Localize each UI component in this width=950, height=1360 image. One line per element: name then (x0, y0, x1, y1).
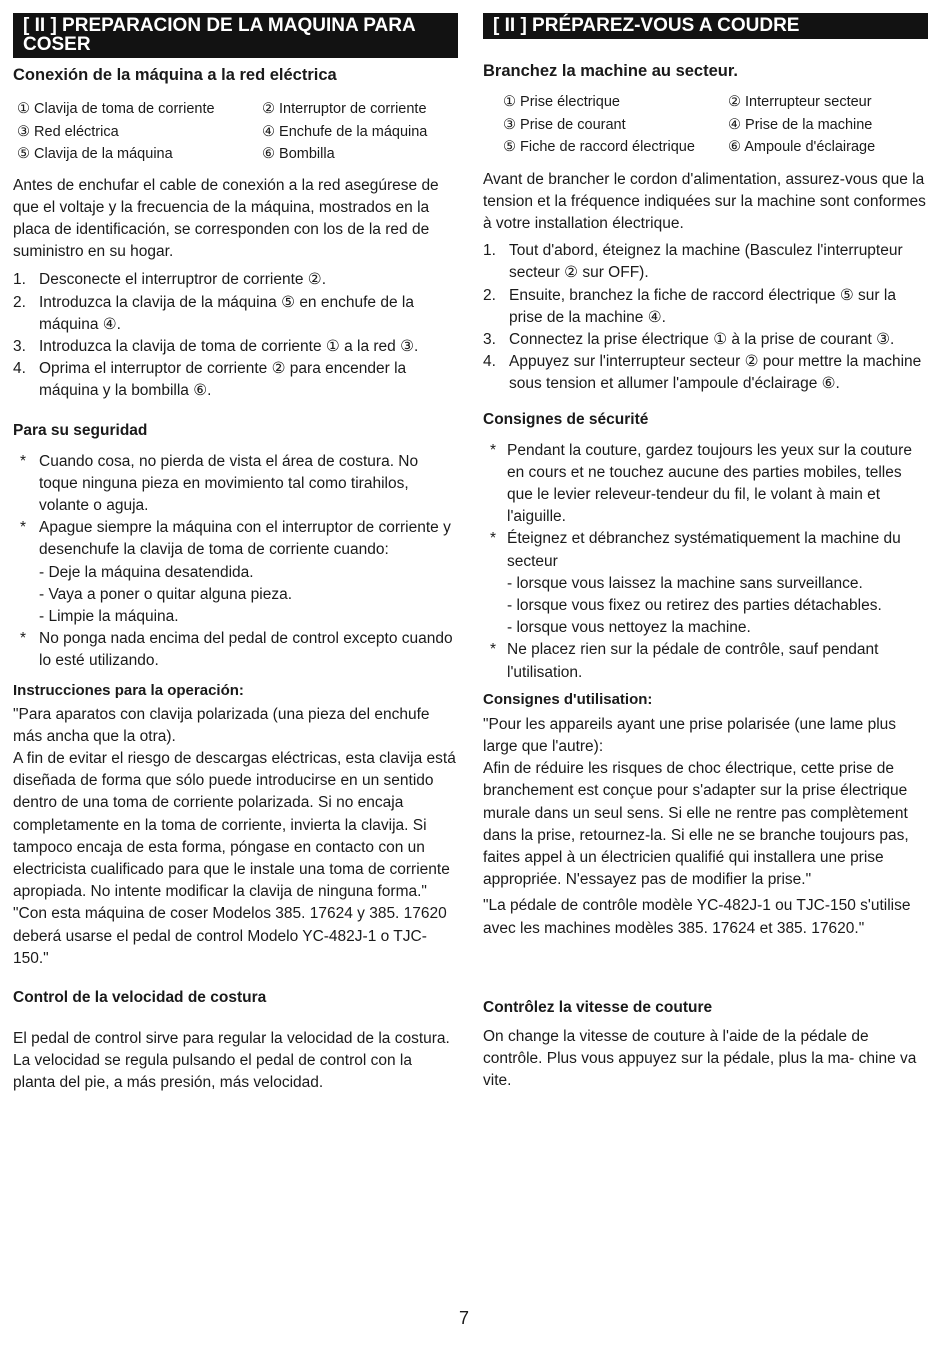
part-label: ④ Prise de la machine (728, 116, 873, 133)
safety-subitems-es (39, 562, 458, 629)
step-item: 1. Desconecte el interruptror de corriente ②. (13, 271, 326, 289)
speed-heading-es: Control de la velocidad de costura (13, 989, 267, 1006)
operation-paragraph: "Pour les appareils ayant une prise polarisée (une lame plus large que l'autre): (483, 715, 897, 755)
operation-heading-es: Instrucciones para la operación: (13, 681, 244, 699)
part-label: ② Interrupteur secteur (728, 94, 872, 110)
safety-heading-es: Para su seguridad (13, 421, 148, 439)
parts-legend-fr (483, 91, 928, 159)
operation-paragraph: Afin de réduire les risques de choc électrique, cette prise de branchement est conçue pour s'adapter sur la prise électrique murale dans un seul sens. Si elle ne rentre pas complètement dans la prise, retournez-la. Si elle ne se branche toujours pas, faites appel à un électricien qualifié qui installera une prise appropriée. N'essayez pas de modifier la prise." (483, 760, 909, 889)
speed-heading-fr: Contrôlez la vitesse de couture (483, 998, 713, 1016)
connection-intro-es: Antes de enchufar el cable de conexión a la red asegúrese de que el voltaje y la frecuencia de la máquina, mostrados en la placa de identificación, se corresponden con los de la red de suministro en su hogar. (13, 176, 439, 261)
step-item: 1. Tout d'abord, éteignez la machine (Basculez l'interrupteur secteur ② sur OFF). (483, 242, 903, 282)
part-label: ⑥ Bombilla (262, 146, 335, 162)
safety-heading-fr: Consignes de sécurité (483, 410, 649, 428)
part-label: ③ Prise de courant (503, 116, 626, 133)
safety-list-fr (483, 440, 928, 684)
part-label: ⑥ Ampoule d'éclairage (728, 139, 876, 155)
parts-legend-es (13, 98, 458, 166)
operation-heading-fr: Consignes d'utilisation: (483, 690, 653, 708)
part-label: ③ Red eléctrica (17, 123, 119, 140)
step-item: 2. Introduzca la clavija de la máquina ⑤ en enchufe de la máquina ④. (13, 293, 414, 333)
connection-intro-fr: Avant de brancher le cordon d'alimentation, assurez-vous que la tension et la fréquence indiquées sur la machine sont conformes à votre installation électrique. (483, 170, 926, 232)
step-item: 4. Appuyez sur l'interrupteur secteur ② pour mettre la machine sous tension et allumer l'ampoule d'éclairage ⑥. (483, 353, 922, 393)
step-item: 2. Ensuite, branchez la fiche de raccord électrique ⑤ sur la prise de la machine ④. (483, 286, 896, 326)
spanish-column (13, 13, 458, 1095)
safety-list-es (13, 451, 458, 673)
list-item: - Deje la máquina desatendida. (39, 563, 254, 581)
safety-subitems-fr (507, 573, 928, 640)
operation-paragraph: "Para aparatos con clavija polarizada (una pieza del enchufe más ancha que la otra). (13, 705, 430, 745)
section-banner-fr: [ II ] PRÉPAREZ-VOUS A COUDRE (483, 13, 928, 39)
list-item: * Ne placez rien sur la pédale de contrôle, sauf pendant l'utilisation. (490, 641, 879, 681)
list-item: - lorsque vous nettoyez la machine. (507, 619, 751, 637)
connection-heading-es: Conexión de la máquina a la red eléctrica (13, 66, 337, 84)
speed-text-fr: On change la vitesse de couture à l'aide de la pédale de contrôle. Plus vous appuyez sur la pédale, plus la ma- chine va vite. (483, 1027, 917, 1090)
operation-paragraph: "Con esta máquina de coser Modelos 385. 17624 y 385. 17620 deberá usarse el pedal de control Modelo YC-482J-1 o TJC-150." (13, 905, 447, 967)
operation-paragraph: "La pédale de contrôle modèle YC-482J-1 ou TJC-150 s'utilise avec les machines modèles 385. 17624 et 385. 17620." (483, 897, 911, 937)
operation-paragraph: A fin de evitar el riesgo de descargas eléctricas, esta clavija está diseñada de forma que sólo puede introducirse en un sentido dentro de una toma de corriente polarizada. Si no encaja completamente en la toma de corriente, invierta la clavija. Si tampoco encaja de esta forma, póngase en contacto con un electricista cualificado para que le instale una toma de corriente apropiada. No intente modificar la clavija de ninguna forma." (13, 749, 456, 901)
part-label: ⑤ Fiche de raccord électrique (503, 139, 695, 155)
step-item: 4. Oprima el interruptor de corriente ② para encender la máquina y la bombilla ⑥. (13, 360, 407, 400)
list-item: - lorsque vous fixez ou retirez des parties détachables. (507, 596, 882, 614)
list-item: - Vaya a poner o quitar alguna pieza. (39, 585, 293, 603)
list-item: * Pendant la couture, gardez toujours les yeux sur la couture en cours et ne touchez aucune des parties mobiles, telles que le levier releveur-tendeur du fil, le volant à main et l'aiguille. (490, 441, 912, 526)
step-item: 3. Introduzca la clavija de toma de corriente ① a la red ③. (13, 337, 419, 355)
page-number: 7 (459, 1308, 470, 1328)
connection-steps-es (13, 269, 458, 402)
list-item: * Cuando cosa, no pierda de vista el área de costura. No toque ninguna pieza en movimiento tal como tirahilos, volante o aguja. (20, 452, 419, 514)
french-column (483, 13, 928, 1092)
list-item: * Éteignez et débranchez systématiquement la machine du secteur - lorsque vous laissez la machine sans surveillance. - lorsque vous fixez ou retirez des parties détachables. - lorsque vous nettoyez la machine. (483, 528, 928, 639)
part-label: ⑤ Clavija de la máquina (17, 146, 173, 162)
connection-steps-fr (483, 240, 928, 395)
part-label: ① Prise électrique (503, 94, 620, 110)
connection-heading-fr: Branchez la machine au secteur. (483, 62, 738, 80)
list-item: - Limpie la máquina. (39, 607, 179, 625)
section-banner-es: [ II ] PREPARACION DE LA MAQUINA PARA COSER (13, 13, 458, 58)
list-item: * No ponga nada encima del pedal de control excepto cuando lo esté utilizando. (20, 630, 453, 670)
speed-text-es: El pedal de control sirve para regular la velocidad de la costura. La velocidad se regula pulsando el pedal de control con la planta del pie, a más presión, más velocidad. (13, 1030, 450, 1092)
part-label: ④ Enchufe de la máquina (262, 123, 428, 140)
step-item: 3. Connectez la prise électrique ① à la prise de courant ③. (483, 330, 895, 348)
list-item: * Apague siempre la máquina con el interruptor de corriente y desenchufe la clavija de toma de corriente cuando: - Deje la máquina desatendida. - Vaya a poner o quitar alguna pieza. - Limpie la máquina. (13, 517, 458, 628)
list-item: - lorsque vous laissez la machine sans surveillance. (507, 574, 863, 592)
part-label: ② Interruptor de corriente (262, 101, 427, 117)
part-label: ① Clavija de toma de corriente (17, 101, 215, 117)
